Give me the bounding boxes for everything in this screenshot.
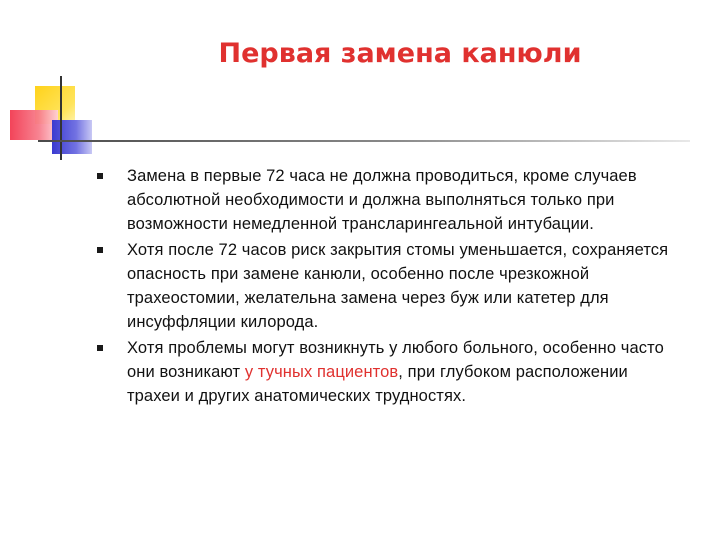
vertical-line — [60, 76, 62, 160]
bullet-item — [97, 238, 677, 334]
bullet-text: Замена в первые 72 часа не должна проводиться, кроме случаев абсолютной необходимости и должна выполняться только при возможности немедленной транcларингеальной интубации. — [127, 167, 637, 233]
bullet-item — [97, 164, 677, 236]
slide-title: Первая замена канюли — [218, 38, 582, 69]
bullet-text: Хотя проблемы могут возникнуть у любого больного, особенно часто они возникают — [127, 339, 664, 381]
bullet-square-icon — [97, 247, 103, 253]
bullet-square-icon — [97, 345, 103, 351]
title-divider — [38, 140, 690, 142]
bullet-list — [97, 164, 677, 410]
red-square — [10, 110, 58, 140]
bullet-text: Хотя после 72 часов риск закрытия стомы уменьшается, сохраняется опасность при замене канюли, особенно после чрезкожной трахеостомии, желательна замена через буж или катетер для инсуффляции килорода. — [127, 241, 669, 331]
bullet-text-end: , при глубоком расположении трахеи и других анатомических трудностях. — [127, 363, 628, 405]
decorative-squares — [0, 0, 720, 170]
highlighted-text: у тучных пациентов — [244, 363, 399, 381]
bullet-item — [97, 336, 677, 408]
bullet-square-icon — [97, 173, 103, 179]
blue-square — [52, 120, 92, 154]
